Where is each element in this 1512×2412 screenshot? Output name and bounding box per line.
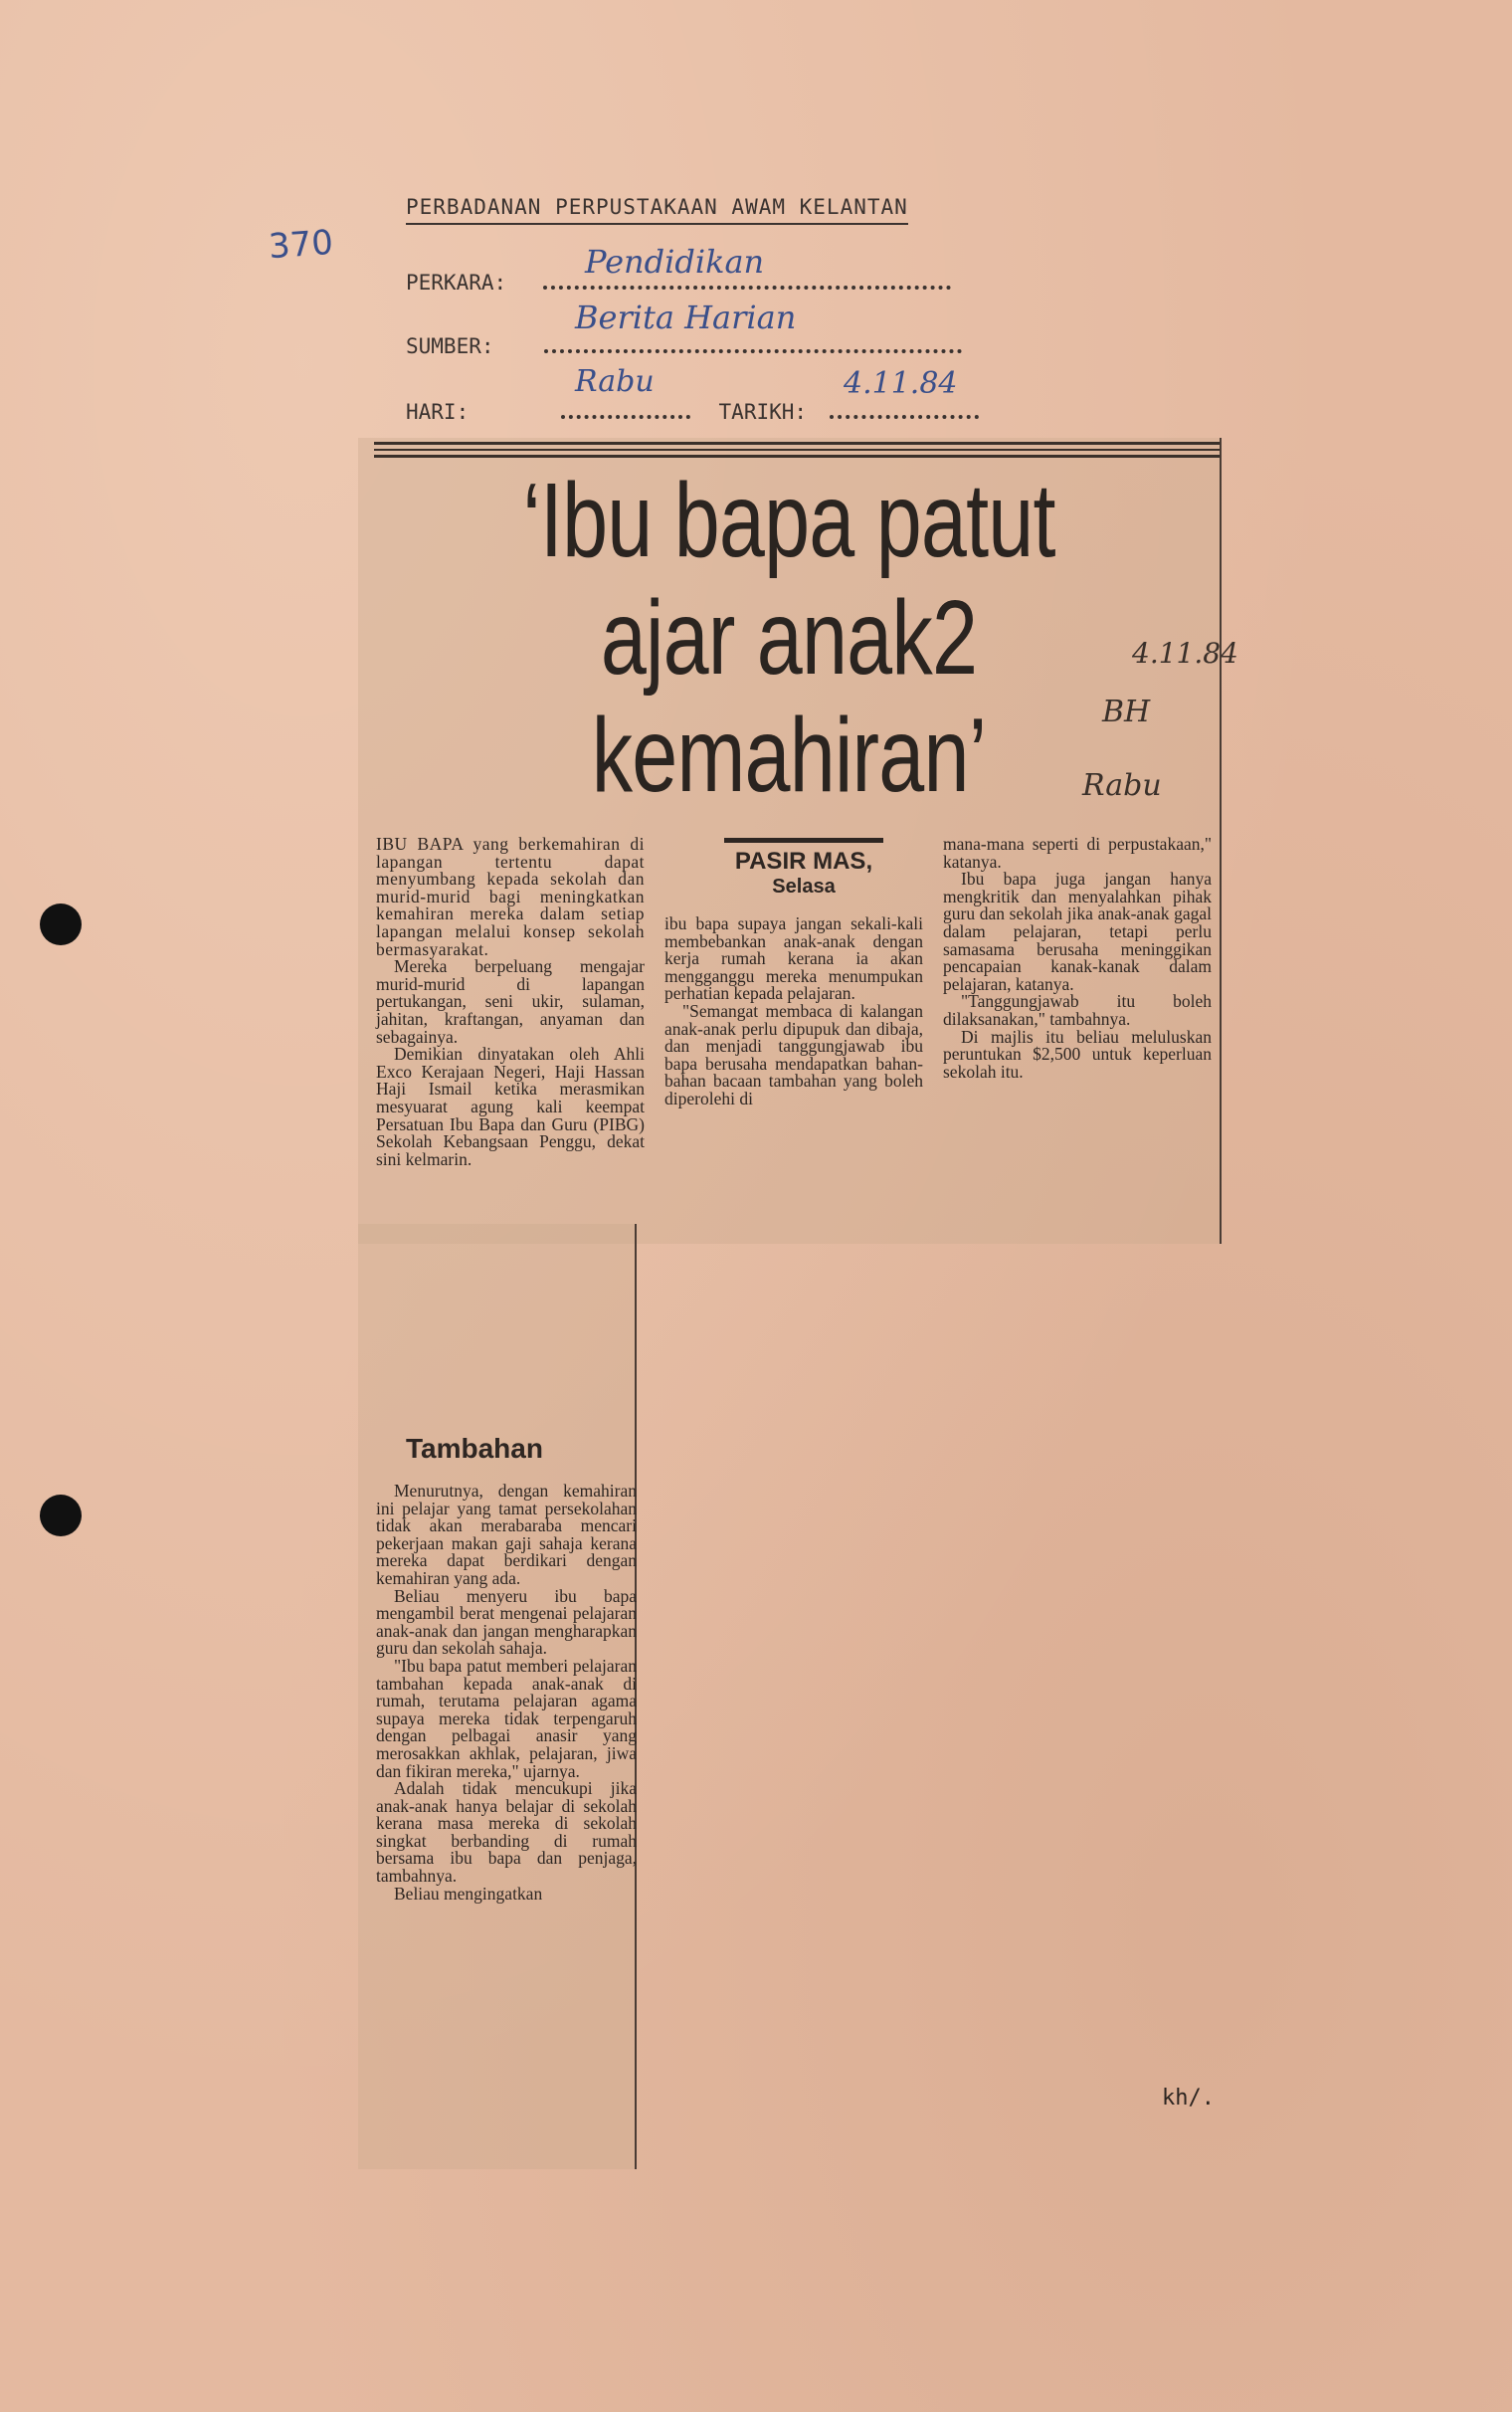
article-column-1	[376, 836, 645, 1168]
hari-value: Rabu	[575, 364, 655, 399]
hari-row	[406, 400, 979, 424]
article-paragraph: "Semangat membaca di kalangan anak-anak perlu dipupuk dan dibaja, dan menjadi tanggungjawab ibu bapa berusaha mendapatkan bahan-bahan bacaan tambahan yang boleh diperolehi di	[664, 1000, 923, 1108]
headline-line-1: ‘Ibu bapa patut	[522, 462, 1055, 579]
dateline-place: PASIR MAS,	[734, 848, 873, 875]
headline-line-3: kemahiran’	[591, 697, 987, 814]
article-paragraph: ibu bapa supaya jangan sekali-kali membebankan anak-anak dengan kerja rumah kerana ia akan mengganggu mereka menumpukan perhatian kepada pelajaran.	[664, 913, 923, 1004]
article-paragraph: Adalah tidak mencukupi jika anak-anak hanya belajar di sekolah kerana masa mereka di sekolah singkat berbanding di rumah bersama ibu bapa dan penjaga, tambahnya.	[376, 1778, 637, 1887]
punch-hole-top	[40, 904, 82, 945]
punch-hole-bottom	[40, 1495, 82, 1536]
article-paragraph: IBU BAPA yang berkemahiran di lapangan tertentu dapat menyumbang kepada sekolah dan murid-murid bagi meningkatkan kemahiran mereka dalam setiap lapangan melalui konsep sekolah bermasyarakat.	[376, 834, 645, 959]
article-column-1-continued	[376, 1483, 637, 1903]
article-column-2	[664, 915, 923, 1108]
dateline-rule	[724, 838, 883, 843]
tarikh-label: TARIKH:	[718, 400, 808, 424]
sumber-dotted-line	[544, 343, 962, 353]
article-paragraph: Mereka berpeluang mengajar murid-murid di lapangan pertukangan, seni ukir, sulaman, jahitan, kraftangan, anyaman dan sebagainya.	[376, 956, 645, 1047]
hari-label: HARI:	[406, 400, 470, 424]
sumber-value: Berita Harian	[575, 299, 797, 336]
perkara-dotted-line	[543, 280, 951, 290]
article-paragraph: Beliau menyeru ibu bapa mengambil berat mengenai pelajaran anak-anak dan jangan mengharapkan guru dan sekolah sahaja.	[376, 1585, 637, 1659]
sumber-row	[406, 334, 962, 358]
article-column-3	[943, 836, 1212, 1081]
sumber-label: SUMBER:	[406, 334, 494, 358]
typist-code: kh/.	[1162, 2086, 1215, 2110]
article-paragraph: Demikian dinyatakan oleh Ahli Exco Kerajaan Negeri, Haji Hassan Haji Ismail ketika merasmikan mesyuarat agung kali keempat Persatuan Ibu Bapa dan Guru (PIBG) Sekolah Kebangsaan Penggu, dekat sini kelmarin.	[376, 1044, 645, 1169]
tarikh-value: 4.11.84	[844, 366, 958, 401]
hari-dotted-line	[561, 409, 690, 419]
article-paragraph: Beliau mengingatkan	[394, 1883, 543, 1904]
article-paragraph: Ibu bapa juga jangan hanya mengkritik dan menyalahkan pihak guru dan sekolah jika anak-anak gagal dalam pelajaran, tetapi perlu samasama berusaha meninggikan pencapaian kanak-kanak dalam pelajaran, katanya.	[943, 869, 1212, 994]
perkara-value: Pendidikan	[585, 243, 765, 281]
source-initials-annotation: BH	[1102, 695, 1151, 729]
newspaper-clipping	[356, 438, 1222, 2169]
tarikh-dotted-line	[830, 409, 979, 419]
article-subheading: Tambahan	[406, 1433, 543, 1464]
library-header	[406, 195, 1003, 424]
article-dateline	[684, 838, 923, 899]
reference-number: 370	[267, 222, 335, 268]
article-paragraph: Menurutnya, dengan kemahiran ini pelajar yang tamat persekolahan tidak akan merabaraba mencari pekerjaan makan gaji sahaja kerana mereka dapat berdikari dengan kemahiran yang ada.	[376, 1481, 637, 1588]
date-annotation: 4.11.84	[1132, 637, 1238, 670]
article-paragraph: Di majlis itu beliau meluluskan peruntukan $2,500 untuk keperluan sekolah itu.	[943, 1026, 1212, 1082]
dateline-day: Selasa	[772, 876, 836, 898]
library-title: PERBADANAN PERPUSTAKAAN AWAM KELANTAN	[406, 195, 908, 225]
headline-line-2: ajar anak2	[600, 579, 978, 697]
masthead-rule	[374, 442, 1220, 458]
article-paragraph: "Tanggungjawab itu boleh dilaksanakan," tambahnya.	[943, 991, 1212, 1029]
article-paragraph: "Ibu bapa patut memberi pelajaran tambahan kepada anak-anak di rumah, terutama pelajaran agama supaya mereka tidak terpengaruh dengan pelbagai anasir yang merosakkan akhlak, pelajaran, jiwa dan fikiran mereka," ujarnya.	[376, 1655, 637, 1781]
day-annotation: Rabu	[1082, 768, 1162, 803]
article-paragraph: mana-mana seperti di perpustakaan," katanya.	[943, 834, 1212, 872]
perkara-label: PERKARA:	[406, 271, 507, 295]
article-headline	[452, 462, 1127, 814]
